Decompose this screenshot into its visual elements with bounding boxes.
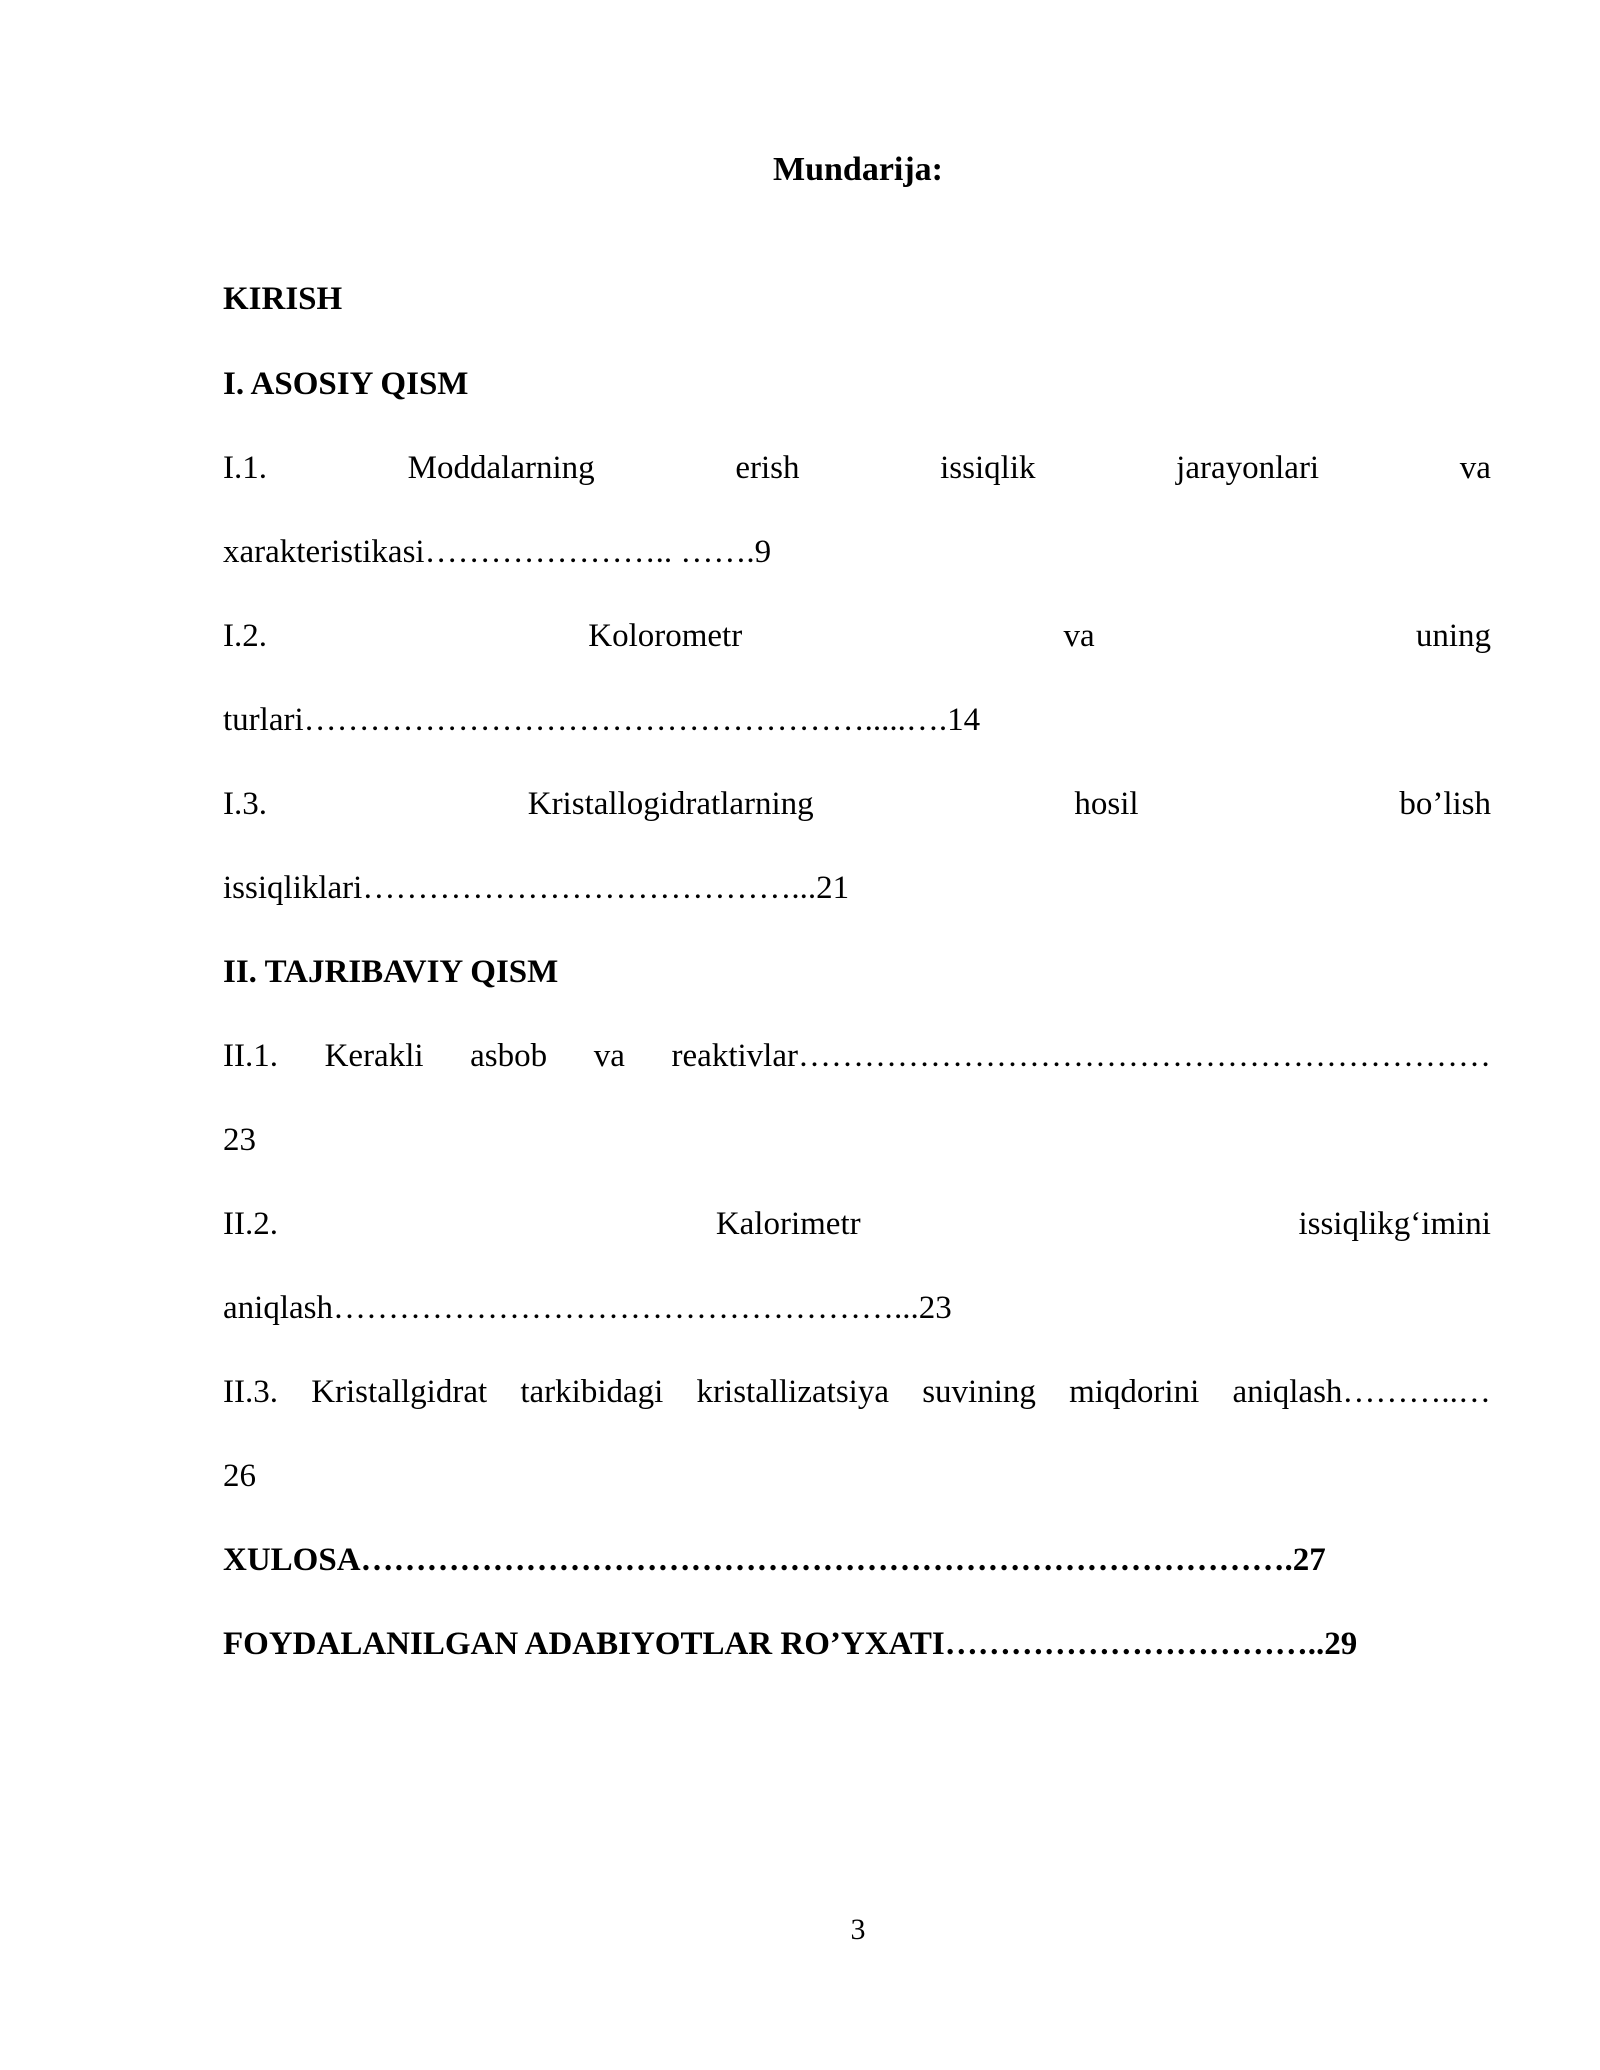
toc-item-1-3 <box>223 782 1491 826</box>
toc-item-2-3-continuation: 26 <box>223 1458 256 1494</box>
toc-item-1-1 <box>223 446 1491 490</box>
toc-item-2-2 <box>223 1202 1491 1246</box>
toc-xulosa: XULOSA………………………………………………………………………….27 <box>223 1542 1326 1578</box>
toc-word: aniqlash………..… <box>1232 1374 1491 1410</box>
toc-item-2-1 <box>223 1034 1491 1078</box>
toc-word: II.3. <box>223 1374 278 1410</box>
page-title: Mundarija: <box>773 151 943 188</box>
toc-word: Kolorometr <box>588 618 743 654</box>
toc-word: Kristallogidratlarning <box>527 786 814 822</box>
toc-item-1-2 <box>223 614 1491 658</box>
toc-word: issiqlik <box>940 450 1036 486</box>
toc-word: II.2. <box>223 1206 278 1242</box>
toc-word: kristallizatsiya <box>696 1374 889 1410</box>
toc-item-1-3-continuation: issiqliklari…………………………………...21 <box>223 870 850 906</box>
toc-word: issiqlikg‘imini <box>1298 1206 1491 1242</box>
toc-word: jarayonlari <box>1176 450 1320 486</box>
toc-item-2-1-continuation: 23 <box>223 1122 256 1158</box>
toc-word: Moddalarning <box>407 450 595 486</box>
toc-word: erish <box>735 450 800 486</box>
page-number: 3 <box>850 1913 866 1946</box>
toc-item-1-2-continuation: turlari…………………………………………….....….14 <box>223 702 981 738</box>
toc-word: II.1. <box>223 1038 278 1074</box>
toc-word: uning <box>1415 618 1491 654</box>
toc-word: Kristallgidrat <box>311 1374 488 1410</box>
toc-word: va <box>593 1038 625 1074</box>
toc-word: I.3. <box>223 786 267 822</box>
toc-word: I.1. <box>223 450 267 486</box>
toc-word: tarkibidagi <box>520 1374 664 1410</box>
toc-word: asbob <box>470 1038 548 1074</box>
toc-word: reaktivlar……………………………………………………… <box>671 1038 1491 1074</box>
toc-word: va <box>1063 618 1095 654</box>
toc-adabiyotlar: FOYDALANILGAN ADABIYOTLAR RO’YXATI……………………………..29 <box>223 1626 1358 1662</box>
toc-word: Kalorimetr <box>715 1206 861 1242</box>
toc-word: miqdorini <box>1069 1374 1200 1410</box>
toc-word: Kerakli <box>324 1038 424 1074</box>
toc-item-1-1-continuation: xarakteristikasi………………….. …….9 <box>223 534 772 570</box>
toc-item-2-3 <box>223 1370 1491 1414</box>
toc-word: I.2. <box>223 618 267 654</box>
toc-word: bo’lish <box>1399 786 1491 822</box>
toc-word: suvining <box>922 1374 1036 1410</box>
toc-word: hosil <box>1074 786 1139 822</box>
toc-section1-heading: I. ASOSIY QISM <box>223 366 469 402</box>
toc-section2-heading: II. TAJRIBAVIY QISM <box>223 954 559 990</box>
toc-word: va <box>1459 450 1491 486</box>
toc-kirish: KIRISH <box>223 281 343 317</box>
toc-item-2-2-continuation: aniqlash……………………………………………...23 <box>223 1290 952 1326</box>
